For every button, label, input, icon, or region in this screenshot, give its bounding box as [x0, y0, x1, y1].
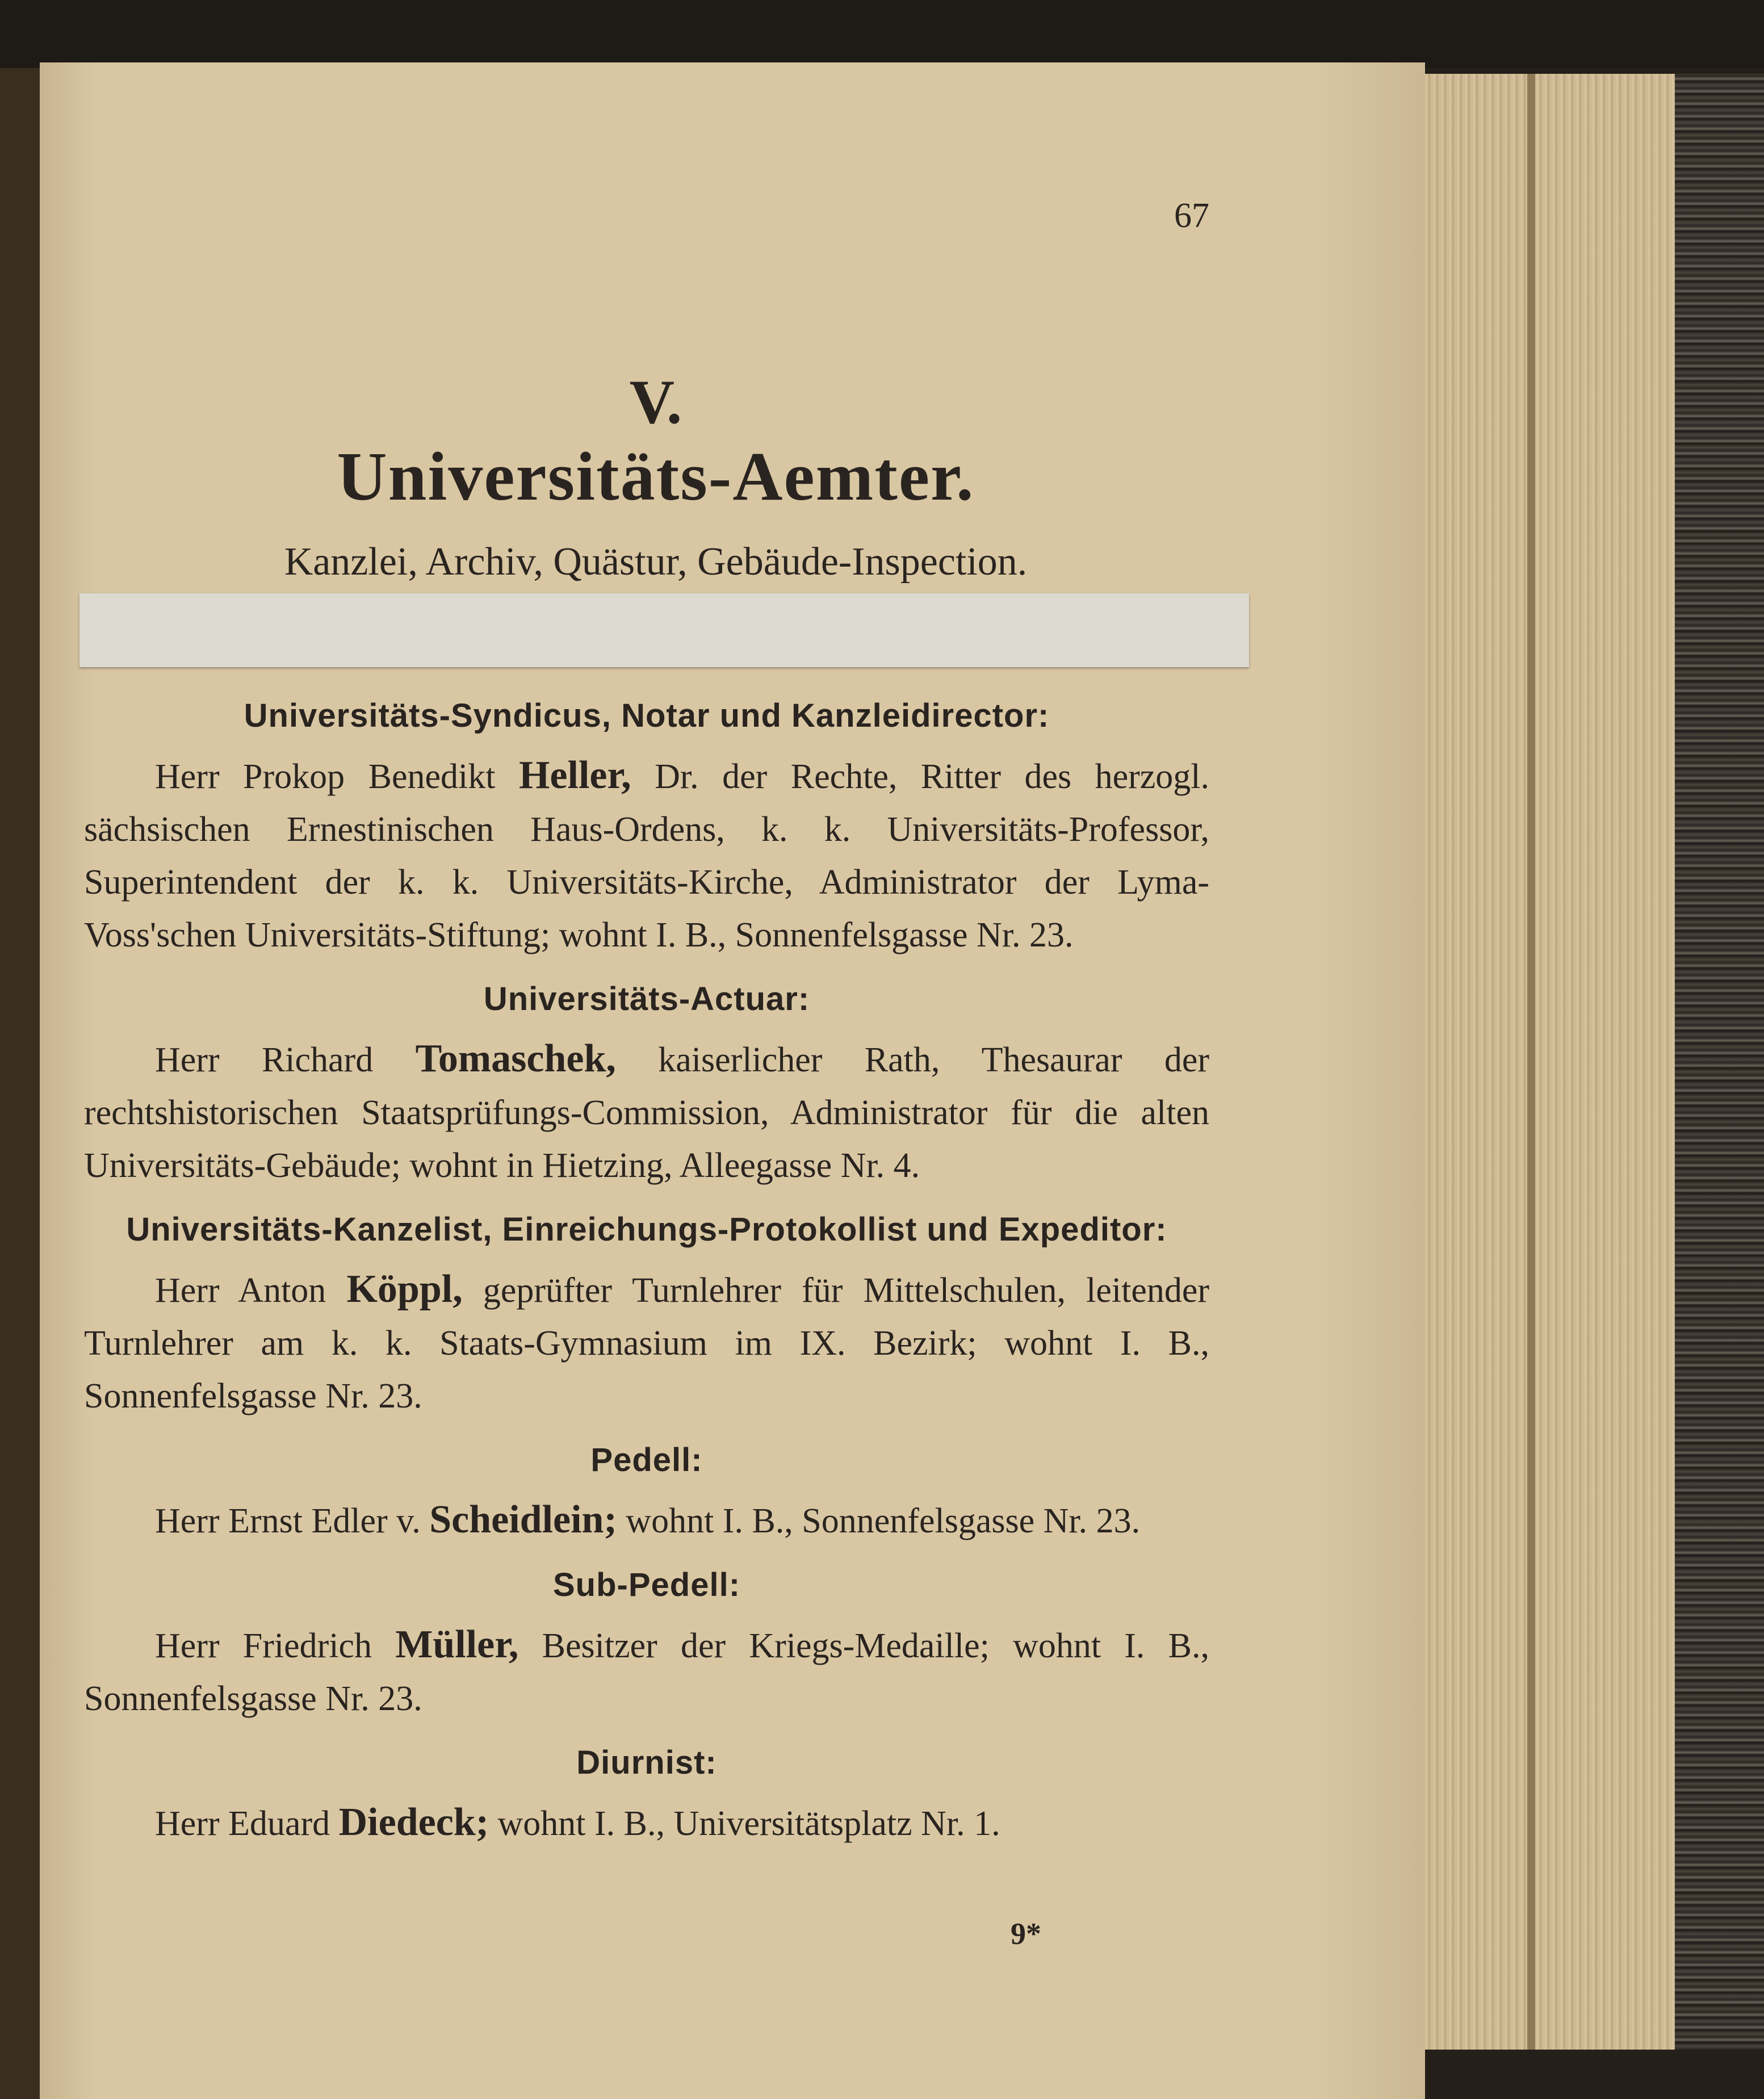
entry-text — [84, 1618, 1209, 1725]
pasted-paper-strip — [79, 593, 1249, 667]
person-name: Tomaschek, — [415, 1037, 616, 1080]
entry-prefix: Herr Ernst Edler v. — [155, 1502, 421, 1540]
entry-text — [84, 1263, 1209, 1423]
entry-prefix: Herr Eduard — [155, 1804, 330, 1843]
entry-sub-pedell — [84, 1565, 1209, 1725]
entry-heading: Pedell: — [590, 1442, 703, 1478]
entry-pedell — [84, 1440, 1209, 1548]
chapter-subtitle: Kanzlei, Archiv, Quästur, Gebäude-Inspection. — [284, 540, 1028, 584]
book-top-edge — [0, 0, 1764, 68]
entry-text — [84, 1493, 1209, 1548]
page-block-edges — [1408, 74, 1675, 2050]
person-name: Köppl, — [346, 1267, 463, 1311]
entry-heading: Sub-Pedell: — [552, 1566, 741, 1603]
entry-heading: Diurnist: — [576, 1744, 717, 1781]
entry-text — [84, 1032, 1209, 1192]
signature-mark: 9* — [1011, 1917, 1041, 1951]
page-number: 67 — [1174, 196, 1209, 235]
entry-prefix: Herr Anton — [155, 1271, 326, 1310]
entry-actuar — [84, 979, 1209, 1192]
entry-details: kaiserlicher Rath, Thesaurar der rechtshistorischen Staatsprüfungs-Commission, Administrator für die alten Universitäts-Gebäude; wohnt in Hietzing, Alleegasse Nr. 4. — [84, 1041, 1209, 1185]
entry-diurnist — [84, 1742, 1209, 1850]
entry-prefix: Herr Prokop Benedikt — [155, 757, 496, 796]
entry-prefix: Herr Richard — [155, 1041, 374, 1079]
chapter-title: Universitäts-Aemter. — [337, 438, 975, 515]
chapter-numeral: V. — [629, 367, 682, 437]
book-cover-edge — [1675, 74, 1764, 2050]
entry-heading: Universitäts-Actuar: — [483, 981, 810, 1017]
person-name: Scheidlein; — [429, 1498, 617, 1541]
entry-details: Besitzer der Kriegs-Medaille; wohnt I. B., Sonnenfelsgasse Nr. 23. — [84, 1627, 1209, 1718]
entry-kanzelist — [84, 1209, 1209, 1423]
entry-prefix: Herr Friedrich — [155, 1627, 372, 1665]
person-name: Müller, — [395, 1623, 519, 1666]
entry-details: wohnt I. B., Universitätsplatz Nr. 1. — [497, 1804, 1000, 1843]
entry-heading: Universitäts-Syndicus, Notar und Kanzleidirector: — [244, 697, 1050, 734]
entry-details: geprüfter Turnlehrer für Mittelschulen, leitender Turnlehrer am k. k. Staats-Gymnasium im IX. Bezirk; wohnt I. B., Sonnenfelsgasse Nr. 23. — [84, 1271, 1210, 1415]
entry-text — [84, 1796, 1209, 1850]
entry-heading: Universitäts-Kanzelist, Einreichungs-Protokollist und Expeditor: — [126, 1211, 1167, 1248]
entry-details: wohnt I. B., Sonnenfelsgasse Nr. 23. — [626, 1502, 1141, 1540]
entry-syndicus — [84, 696, 1209, 962]
entry-details: Dr. der Rechte, Ritter des herzogl. sächsischen Ernestinischen Haus-Ordens, k. k. Universitäts-Professor, Superintendent der k. k. Universitäts-Kirche, Administrator der Lyma-Voss'schen Universitäts-Stiftung; wohnt I. B., Sonnenfelsgasse Nr. 23. — [84, 757, 1210, 954]
page-block-divider — [1527, 74, 1535, 2050]
entries — [84, 696, 1209, 1867]
person-name: Heller, — [518, 753, 631, 797]
person-name: Diedeck; — [338, 1800, 489, 1844]
entry-text — [84, 749, 1209, 962]
